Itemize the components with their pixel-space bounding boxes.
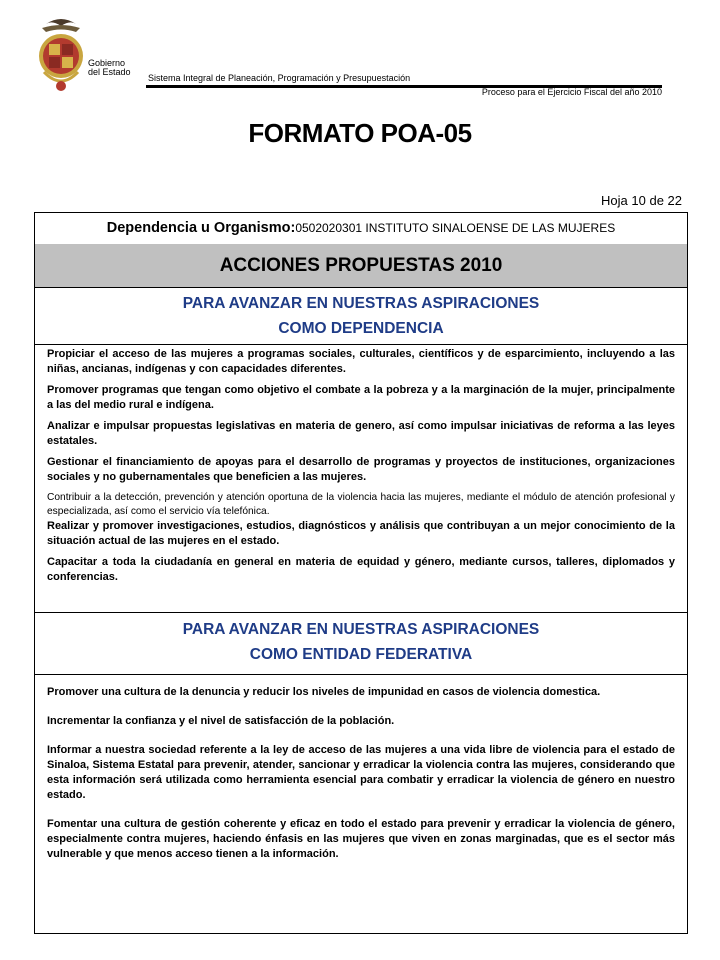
- list-item: Promover una cultura de la denuncia y reducir los niveles de impunidad en casos de violencia domestica.: [47, 686, 601, 698]
- section2-heading-line2: COMO ENTIDAD FEDERATIVA: [249, 646, 473, 663]
- list-item: Incrementar la confianza y el nivel de satisfacción de la población.: [47, 715, 395, 727]
- list-item: Capacitar a toda la ciudadanía en general en materia de equidad y género, mediante cursos, talleres, diplomados y conferencias.: [47, 556, 675, 583]
- list-item: Informar a nuestra sociedad referente a la ley de acceso de las mujeres a una vida libre de violencia para el estado de Sinaloa, Sistema Estatal para prevenir, atender, sancionar y erradicar la violencia contra las mujeres, considerando que esta información será utilizada como herramienta esencial para combatir y erradicar la violencia de género en nuestro estado.: [47, 744, 675, 801]
- section1-heading: [35, 287, 687, 345]
- list-item: Contribuir a la detección, prevención y atención oportuna de la violencia hacia las mujeres, mediante el módulo de atención profesional y especializada, así como el servicio vía telefónica.: [47, 492, 675, 517]
- process-year-line: Proceso para el Ejercicio Fiscal del año 2010: [481, 87, 662, 97]
- section2-item-list: [35, 685, 687, 935]
- section1-heading-line2: COMO DEPENDENCIA: [278, 320, 444, 337]
- government-label: [88, 59, 131, 77]
- list-item: Promover programas que tengan como objetivo el combate a la pobreza y a la marginación de la mujer, principalmente a las del medio rural e indígena.: [47, 384, 675, 411]
- government-label-line1: Gobierno: [88, 58, 126, 68]
- form-frame: [34, 212, 688, 934]
- form-title: FORMATO POA-05: [248, 118, 472, 148]
- state-coat-of-arms-icon: [36, 14, 86, 96]
- list-item: Realizar y promover investigaciones, estudios, diagnósticos y análisis que contribuyan a un mejor conocimiento de la situación actual de las mujeres en el estado.: [47, 520, 675, 547]
- page-number: Hoja 10 de 22: [601, 193, 682, 208]
- dependency-label: Dependencia u Organismo:: [106, 220, 296, 236]
- dependency-value: 0502020301 INSTITUTO SINALOENSE DE LAS MUJERES: [295, 221, 616, 235]
- government-label-line2: del Estado: [88, 67, 131, 77]
- section2-heading-line1: PARA AVANZAR EN NUESTRAS ASPIRACIONES: [182, 621, 540, 638]
- section1-item-list: [35, 347, 687, 613]
- section2-heading: [35, 613, 687, 675]
- list-item: Analizar e impulsar propuestas legislativas en materia de genero, así como impulsar iniciativas de reforma a las leyes estatales.: [47, 420, 675, 447]
- section-title-band: ACCIONES PROPUESTAS 2010: [35, 244, 687, 288]
- system-title: Sistema Integral de Planeación, Programación y Presupuestación: [148, 73, 411, 83]
- list-item: Propiciar el acceso de las mujeres a programas sociales, culturales, científicos y de esparcimiento, incluyendo a las niñas, ancianas, indígenas y con capacidades diferentes.: [47, 348, 675, 375]
- dependency-row: [35, 213, 687, 245]
- section1-heading-line1: PARA AVANZAR EN NUESTRAS ASPIRACIONES: [182, 295, 540, 312]
- list-item: Fomentar una cultura de gestión coherente y eficaz en todo el estado para prevenir y erradicar la violencia de género, especialmente contra mujeres, haciendo énfasis en las mujeres que viven en zonas marginadas, que es el sector más vulnerable y que menos acceso tienen a la información.: [47, 818, 675, 860]
- list-item: Gestionar el financiamiento de apoyas para el desarrollo de programas y proyectos de instituciones, organizaciones sociales y no gubernamentales que beneficien a las mujeres.: [47, 456, 675, 483]
